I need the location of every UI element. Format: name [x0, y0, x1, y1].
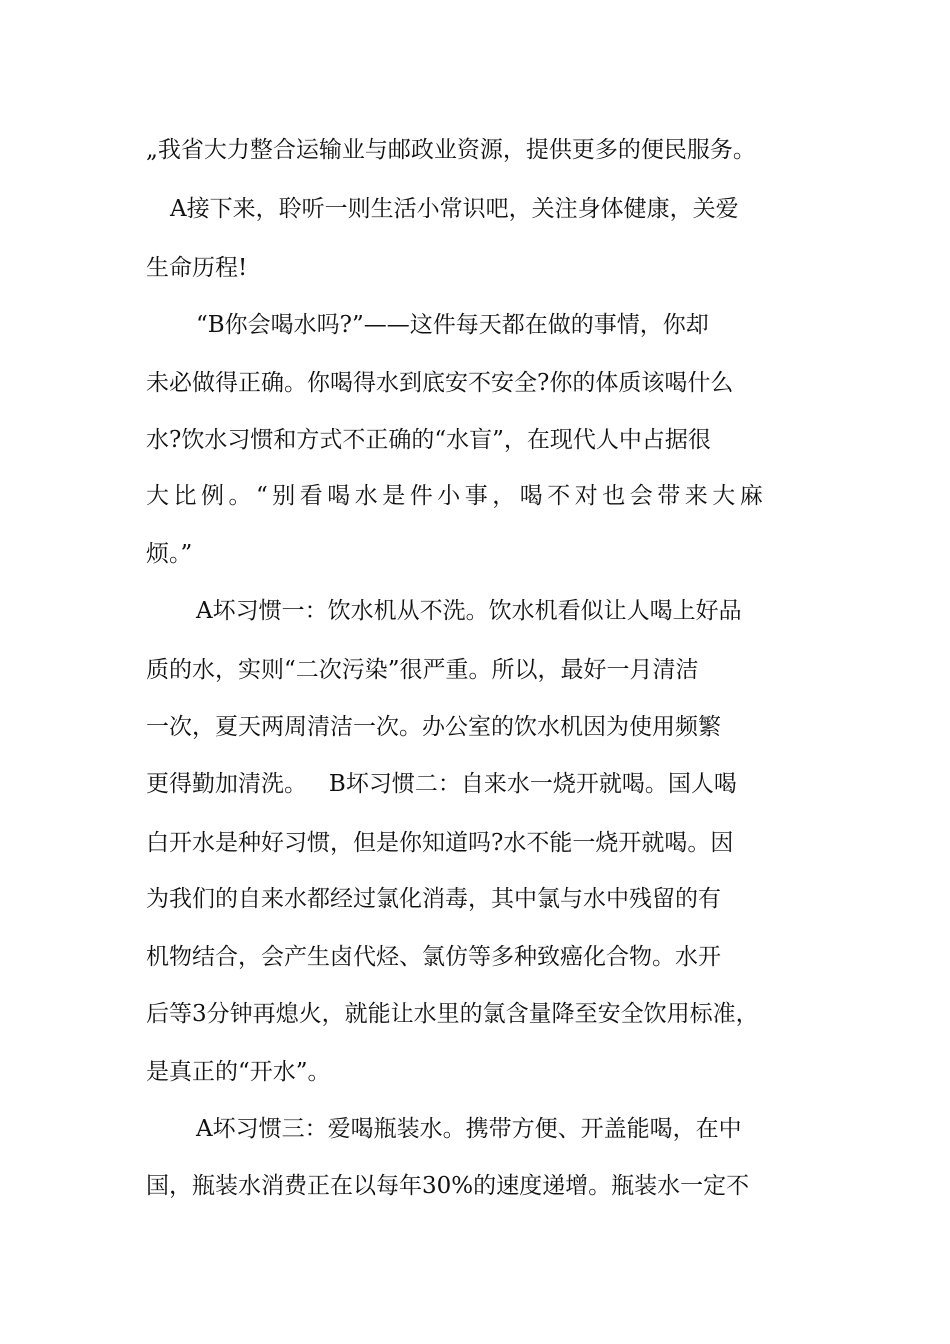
text-line: A接下来，聆听一则生活小常识吧，关注身体健康，关爱 [170, 196, 739, 222]
text-line: 大比例。“别看喝水是件小事，喝不对也会带来大麻 [146, 483, 768, 509]
text-line: “B你会喝水吗?”——这件每天都在做的事情，你却 [196, 312, 709, 338]
text-line: 为我们的自来水都经过氯化消毒，其中氯与水中残留的有 [146, 886, 721, 912]
text-line: A坏习惯三：爱喝瓶装水。携带方便、开盖能喝，在中 [196, 1116, 742, 1142]
text-line: 未必做得正确。你喝得水到底安不安全?你的体质该喝什么 [146, 370, 734, 396]
text-line: 国，瓶装水消费正在以每年30%的速度递增。瓶装水一定不 [146, 1173, 750, 1199]
text-line: 机物结合，会产生卤代烃、氯仿等多种致癌化合物。水开 [146, 944, 721, 970]
text-line: 质的水，实则“二次污染”很严重。所以，最好一月清洁 [146, 657, 699, 683]
text-line: 是真正的“开水”。 [146, 1059, 331, 1085]
text-line: 生命历程! [146, 255, 248, 281]
text-line: A坏习惯一：饮水机从不洗。饮水机看似让人喝上好品 [196, 598, 742, 624]
text-line: „我省大力整合运输业与邮政业资源，提供更多的便民服务。 [146, 137, 756, 163]
text-line: 烦。” [146, 541, 193, 567]
text-line: 后等3分钟再熄火，就能让水里的氯含量降至安全饮用标准， [146, 1001, 759, 1027]
text-line: 一次，夏天两周清洁一次。办公室的饮水机因为使用频繁 [146, 714, 721, 740]
text-line: 更得勤加清洗。 B坏习惯二：自来水一烧开就喝。国人喝 [146, 771, 737, 797]
text-line: 水?饮水习惯和方式不正确的“水盲”，在现代人中占据很 [146, 427, 711, 453]
text-line: 白开水是种好习惯，但是你知道吗?水不能一烧开就喝。因 [146, 830, 734, 856]
